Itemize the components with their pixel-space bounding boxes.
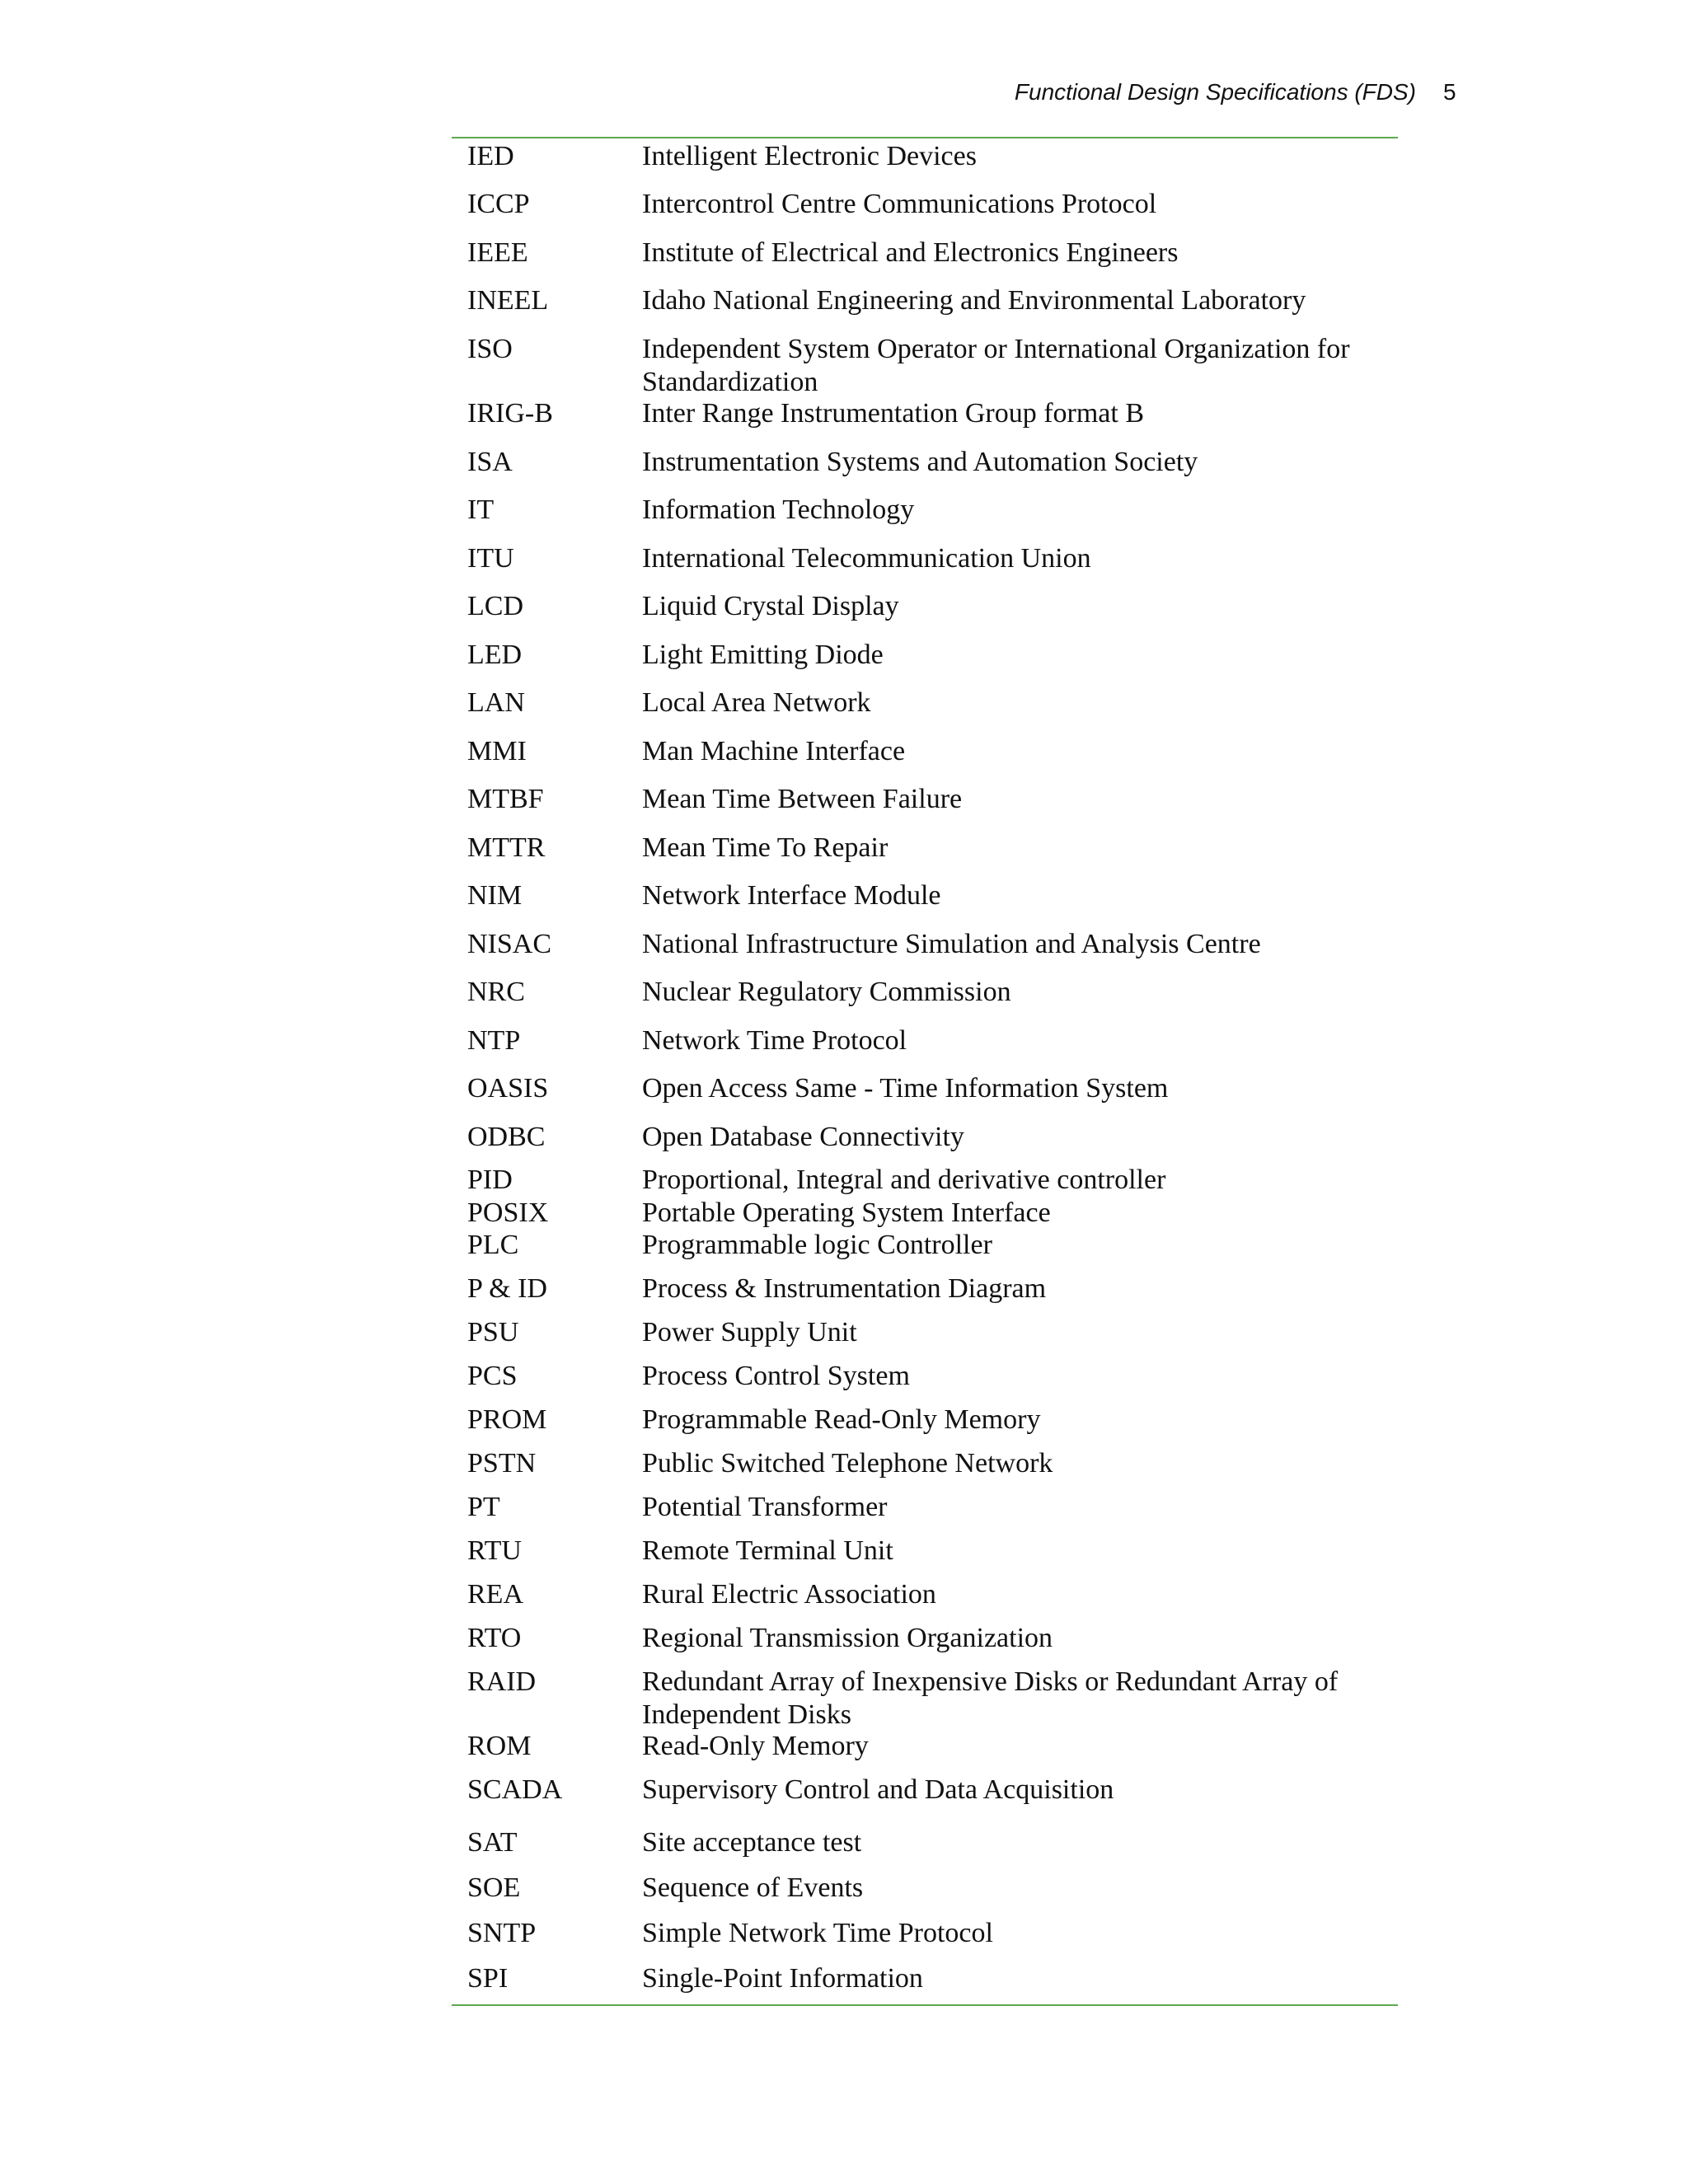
definition: Idaho National Engineering and Environmental Laboratory bbox=[642, 285, 1306, 316]
abbreviation: PSU bbox=[467, 1317, 519, 1347]
definition: Nuclear Regulatory Commission bbox=[642, 977, 1011, 1007]
abbreviation: IED bbox=[467, 141, 514, 171]
definition: Process & Instrumentation Diagram bbox=[642, 1273, 1047, 1304]
abbreviation: PLC bbox=[467, 1230, 519, 1260]
abbreviation: IEEE bbox=[467, 237, 528, 268]
definition: Simple Network Time Protocol bbox=[642, 1918, 993, 1948]
abbreviation: MTBF bbox=[467, 784, 544, 814]
definition: Proportional, Integral and derivative controller bbox=[642, 1165, 1166, 1195]
abbreviation: RTO bbox=[467, 1623, 522, 1653]
definition: Site acceptance test bbox=[642, 1827, 862, 1858]
abbreviation: ROM bbox=[467, 1731, 532, 1761]
abbreviation: MMI bbox=[467, 736, 527, 766]
abbreviation: PCS bbox=[467, 1361, 518, 1391]
definition: Rural Electric Association bbox=[642, 1579, 936, 1610]
definition: Mean Time Between Failure bbox=[642, 784, 963, 814]
definition: Institute of Electrical and Electronics Engineers bbox=[642, 237, 1179, 268]
abbreviation: NIM bbox=[467, 880, 523, 911]
abbreviation: NISAC bbox=[467, 929, 552, 959]
abbreviation: PT bbox=[467, 1492, 500, 1522]
abbreviation: LAN bbox=[467, 687, 525, 718]
definition: Light Emitting Diode bbox=[642, 640, 884, 670]
abbreviation: SAT bbox=[467, 1827, 518, 1858]
definition: Remote Terminal Unit bbox=[642, 1535, 893, 1566]
definition: Open Database Connectivity bbox=[642, 1122, 964, 1152]
page-number: 5 bbox=[1443, 79, 1456, 105]
definition: Network Time Protocol bbox=[642, 1025, 907, 1056]
definition: Independent System Operator or International Organization for Standardization bbox=[642, 334, 1350, 397]
definition: Sequence of Events bbox=[642, 1872, 864, 1903]
definition: Single-Point Information bbox=[642, 1963, 923, 1994]
definition: Network Interface Module bbox=[642, 880, 941, 911]
definition: Power Supply Unit bbox=[642, 1317, 857, 1347]
abbreviation: IT bbox=[467, 494, 495, 525]
definition: Liquid Crystal Display bbox=[642, 591, 899, 621]
definition: Intercontrol Centre Communications Protocol bbox=[642, 189, 1157, 219]
definition: Programmable logic Controller bbox=[642, 1230, 992, 1260]
table-bottom-rule bbox=[452, 2004, 1398, 2006]
abbreviation: SPI bbox=[467, 1963, 509, 1994]
abbreviation: INEEL bbox=[467, 285, 549, 316]
definition: Local Area Network bbox=[642, 687, 871, 718]
abbreviation: NTP bbox=[467, 1025, 521, 1056]
definition: Potential Transformer bbox=[642, 1492, 888, 1522]
abbreviation: SOE bbox=[467, 1872, 521, 1903]
definition: Inter Range Instrumentation Group format B bbox=[642, 398, 1145, 429]
abbreviation: RTU bbox=[467, 1535, 522, 1566]
abbreviation: PID bbox=[467, 1165, 513, 1195]
definition: Man Machine Interface bbox=[642, 736, 906, 766]
definition: Process Control System bbox=[642, 1361, 910, 1391]
abbreviation: ITU bbox=[467, 543, 514, 574]
header-title: Functional Design Specifications (FDS) bbox=[1014, 79, 1416, 105]
abbreviation: LED bbox=[467, 640, 523, 670]
abbreviation: SNTP bbox=[467, 1918, 537, 1948]
definition: National Infrastructure Simulation and Analysis Centre bbox=[642, 929, 1261, 959]
definition: Redundant Array of Inexpensive Disks or Redundant Array of Independent Disks bbox=[642, 1666, 1339, 1730]
abbreviation: MTTR bbox=[467, 832, 546, 863]
definition: Supervisory Control and Data Acquisition bbox=[642, 1774, 1114, 1805]
definition: Open Access Same - Time Information System bbox=[642, 1073, 1169, 1104]
definition: Regional Transmission Organization bbox=[642, 1623, 1053, 1653]
abbreviation: REA bbox=[467, 1579, 523, 1610]
definition: Programmable Read-Only Memory bbox=[642, 1404, 1041, 1435]
abbreviation: P & ID bbox=[467, 1273, 547, 1304]
abbreviation: PROM bbox=[467, 1404, 547, 1435]
abbreviation: ODBC bbox=[467, 1122, 546, 1152]
definition: International Telecommunication Union bbox=[642, 543, 1091, 574]
definition: Information Technology bbox=[642, 494, 915, 525]
definition: Intelligent Electronic Devices bbox=[642, 141, 977, 171]
definition: Instrumentation Systems and Automation Society bbox=[642, 447, 1198, 477]
abbreviation: PSTN bbox=[467, 1448, 537, 1479]
definition: Public Switched Telephone Network bbox=[642, 1448, 1053, 1479]
definition: Mean Time To Repair bbox=[642, 832, 889, 863]
abbreviation: NRC bbox=[467, 977, 525, 1007]
definition: Portable Operating System Interface bbox=[642, 1197, 1051, 1228]
abbreviation: IRIG-B bbox=[467, 398, 553, 429]
abbreviation: ISA bbox=[467, 447, 513, 477]
abbreviation: LCD bbox=[467, 591, 523, 621]
abbreviation: ISO bbox=[467, 334, 513, 364]
abbreviation: POSIX bbox=[467, 1197, 549, 1228]
definition: Read-Only Memory bbox=[642, 1731, 869, 1761]
abbreviation: SCADA bbox=[467, 1774, 563, 1805]
abbreviation: RAID bbox=[467, 1666, 537, 1697]
abbreviation: OASIS bbox=[467, 1073, 549, 1104]
abbreviation: ICCP bbox=[467, 189, 530, 219]
